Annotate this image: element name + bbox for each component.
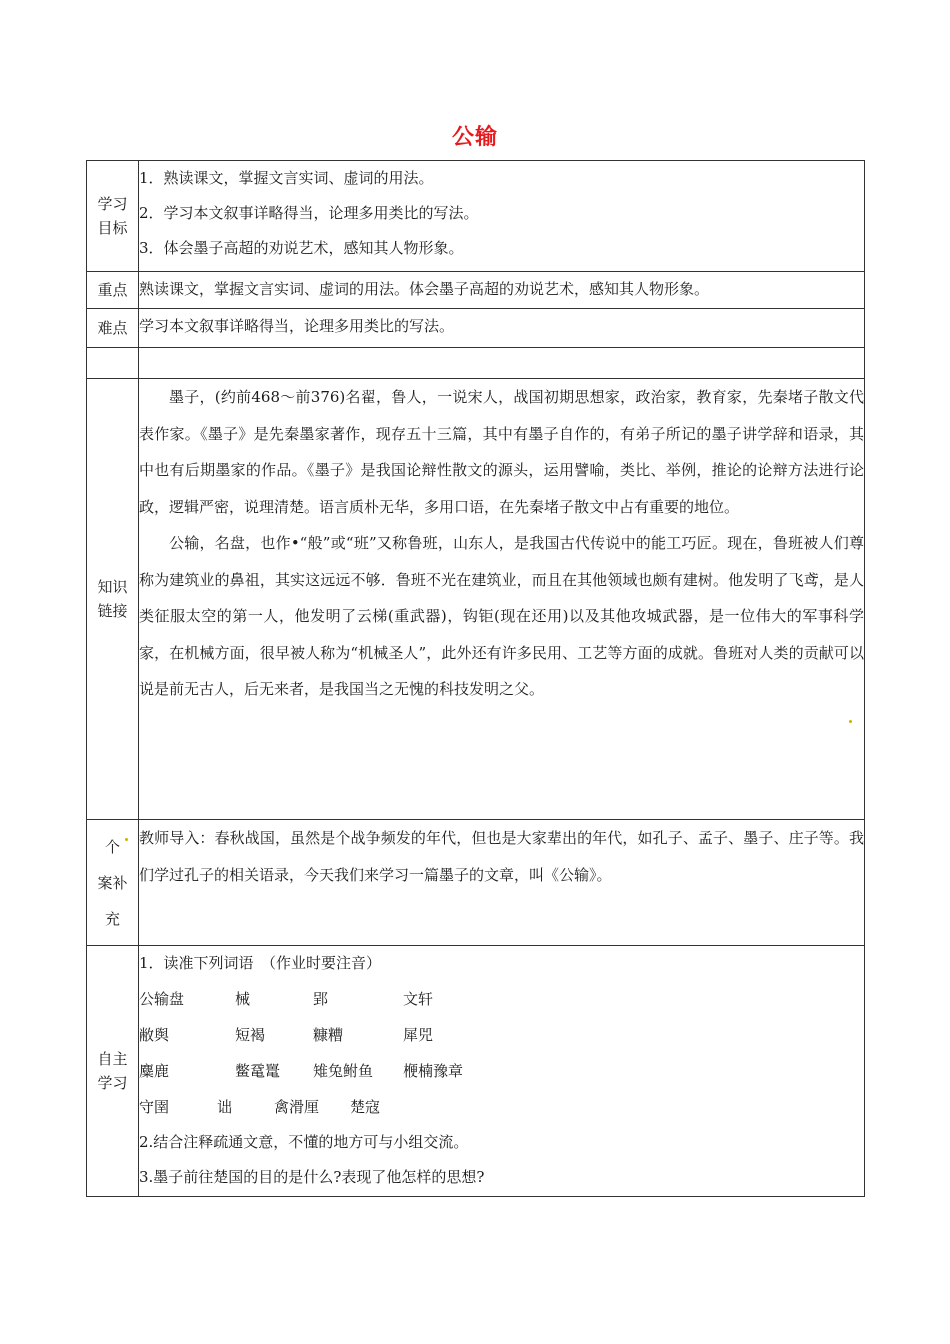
objective-item: 3．体会墨子高超的劝说艺术，感知其人物形象。 — [139, 239, 464, 257]
word-row: 麋鹿 鳖鼋鼍 雉兔鲋鱼 楩楠豫章 — [139, 1062, 464, 1080]
self-study-task: 3.墨子前往楚国的目的是什么?表现了他怎样的思想? — [139, 1168, 485, 1186]
empty-content — [139, 348, 865, 379]
self-study-heading: 1．读准下列词语 （作业时要注音） — [139, 954, 382, 972]
self-study-task: 2.结合注释疏通文意，不懂的地方可与小组交流。 — [139, 1133, 469, 1151]
difficulties-row — [87, 309, 865, 348]
decorative-mark — [849, 720, 852, 723]
key-points-content: 熟读课文，掌握文言实词、虚词的用法。体会墨子高超的劝说艺术，感知其人物形象。 — [139, 272, 865, 309]
self-study-content — [139, 946, 865, 1197]
empty-label — [87, 348, 139, 379]
case-supplement-label: 个 案补 充 — [87, 820, 139, 946]
knowledge-paragraph: 公输，名盘，也作•“般”或“班”又称鲁班，山东人，是我国古代传说中的能工巧匠。现在，鲁班被人们尊称为建筑业的鼻祖，其实这远远不够．鲁班不光在建筑业，而且在其他领域也颇有建树。他发明了飞鸢，是人类征服太空的第一人，他发明了云梯(重武器)，钩钜(现在还用)以及其他攻城武器，是一位伟大的军事科学家，在机械方面，很早被人称为“机械圣人”，此外还有许多民用、工艺等方面的成就。鲁班对人类的贡献可以说是前无古人，后无来者，是我国当之无愧的科技发明之父。 — [139, 534, 864, 698]
word-row: 守圉 诎 禽滑厘 楚寇 — [139, 1098, 381, 1116]
lesson-plan-table — [86, 160, 865, 1197]
page-title: 公输 — [451, 125, 498, 150]
self-study-label: 自主 学习 — [87, 946, 139, 1197]
self-study-row — [87, 946, 865, 1197]
word-row: 敝舆 短褐 糠糟 犀兕 — [139, 1026, 434, 1044]
objectives-content — [139, 161, 865, 272]
key-points-row — [87, 272, 865, 309]
knowledge-content — [139, 379, 865, 820]
difficulties-content: 学习本文叙事详略得当，论理多用类比的写法。 — [139, 309, 865, 348]
key-points-label: 重点 — [87, 272, 139, 309]
objectives-row — [87, 161, 865, 272]
decorative-mark — [125, 838, 128, 841]
knowledge-label: 知识 链接 — [87, 379, 139, 820]
objective-item: 2．学习本文叙事详略得当，论理多用类比的写法。 — [139, 204, 479, 222]
difficulties-label: 难点 — [87, 309, 139, 348]
knowledge-row — [87, 379, 865, 820]
case-supplement-content: 教师导入：春秋战国，虽然是个战争频发的年代，但也是大家辈出的年代，如孔子、孟子、墨子、庄子等。我们学过孔子的相关语录，今天我们来学习一篇墨子的文章，叫《公输》。 — [139, 820, 865, 946]
knowledge-paragraph: 墨子，(约前468～前376)名翟，鲁人，一说宋人，战国初期思想家，政治家，教育家，先秦堵子散文代表作家。《墨子》是先秦墨家著作，现存五十三篇，其中有墨子自作的，有弟子所记的墨子讲学辞和语录，其中也有后期墨家的作品。《墨子》是我国论辩性散文的源头，运用譬喻，类比、举例，推论的论辩方法进行论政，逻辑严密，说理清楚。语言质朴无华，多用口语，在先秦堵子散文中占有重要的地位。 — [139, 388, 864, 516]
objective-item: 1．熟读课文，掌握文言实词、虚词的用法。 — [139, 169, 434, 187]
case-supplement-row — [87, 820, 865, 946]
word-row: 公输盘 械 郢 文轩 — [139, 990, 434, 1008]
objectives-label: 学习 目标 — [87, 161, 139, 272]
empty-row — [87, 348, 865, 379]
